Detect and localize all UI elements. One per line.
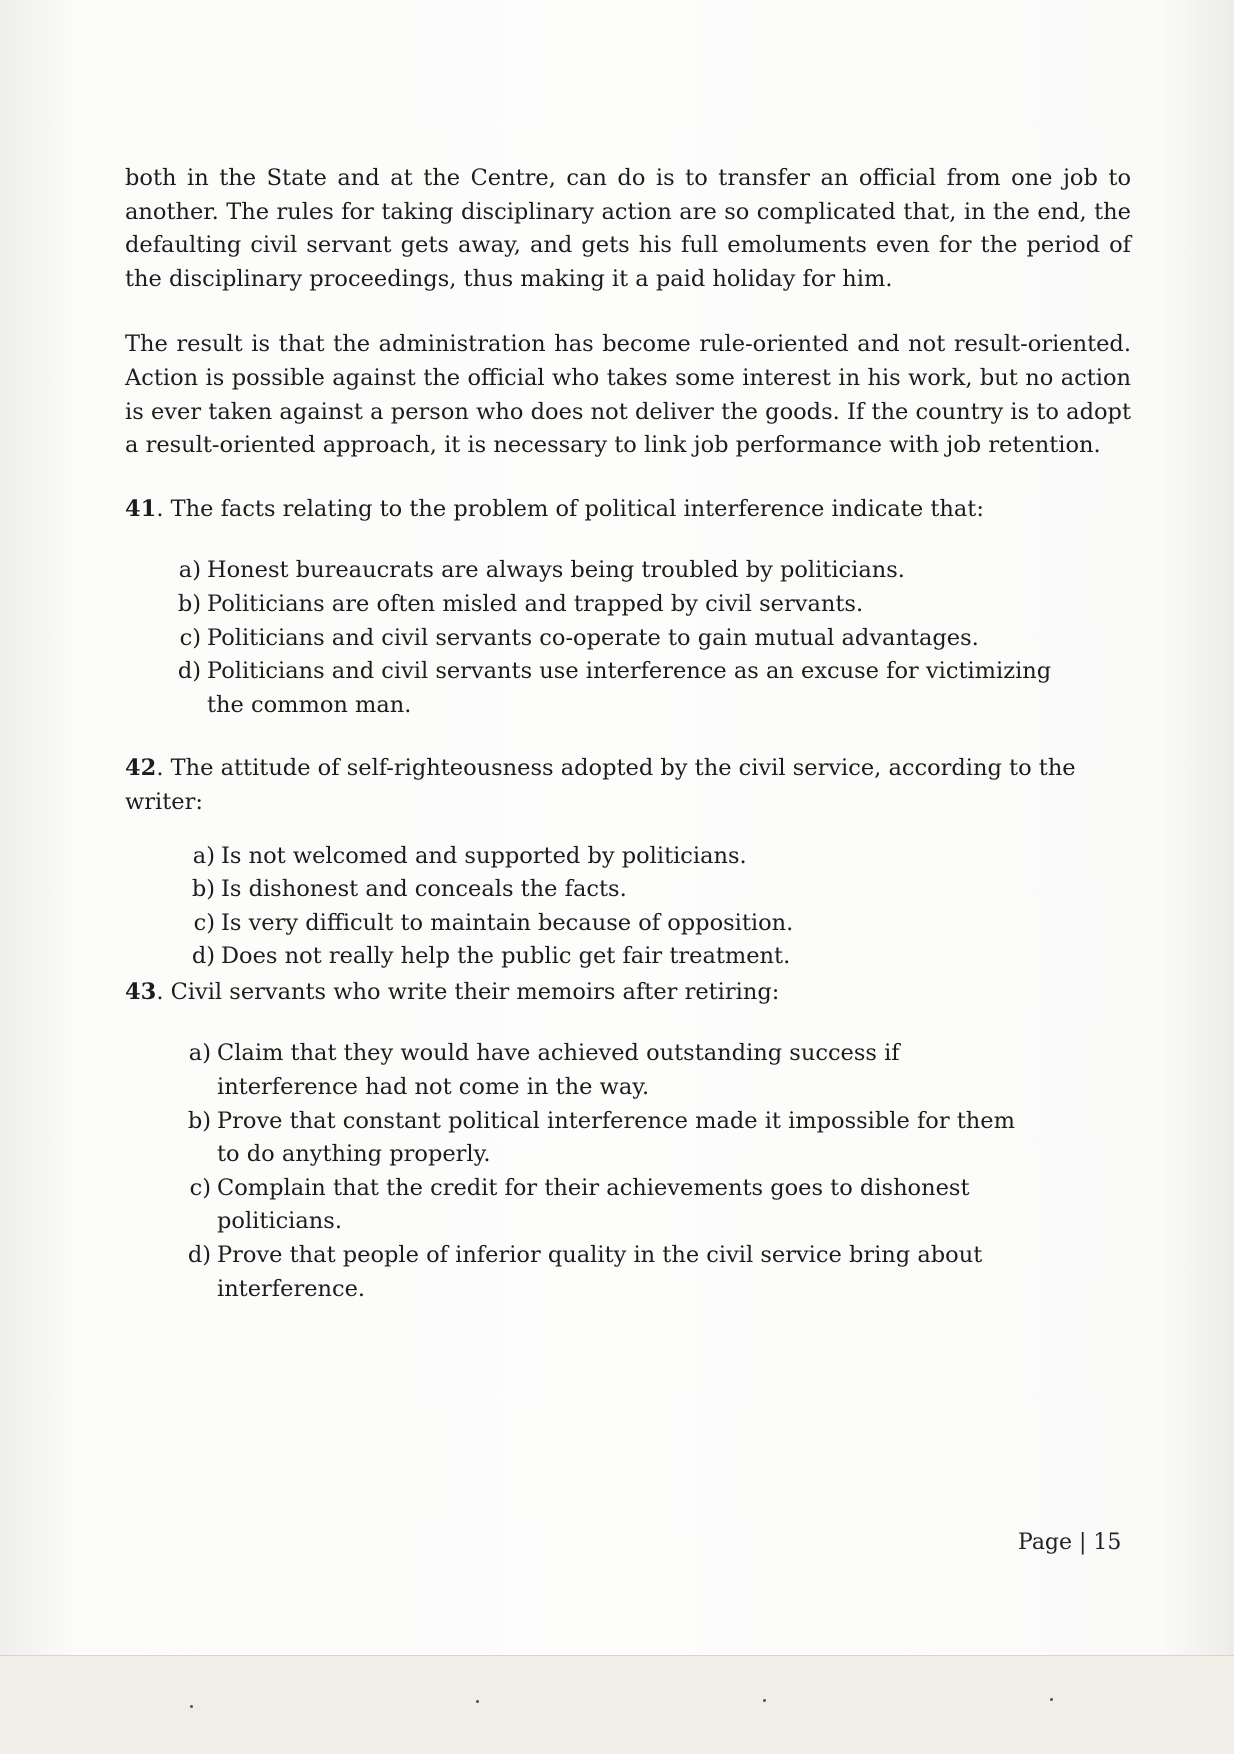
option-label: b) xyxy=(187,1107,211,1134)
option-text: Does not really help the public get fair treatment. xyxy=(221,943,791,970)
passage-paragraph: The result is that the administration has become rule-oriented and not result-oriented. Action is possible against the official who takes some interest in his work, but no action is ever taken against a person who does not deliver the goods. If the country is to adopt a result-oriented approach, it is necessary to link job performance with job retention. xyxy=(125,331,1131,459)
question-number: 41 xyxy=(125,495,157,522)
question-text: . Civil servants who write their memoirs after retiring: xyxy=(156,978,780,1005)
option-label: c) xyxy=(179,624,201,651)
option-label: d) xyxy=(191,943,215,970)
option-a xyxy=(183,1037,1017,1104)
question-number: 43 xyxy=(125,978,157,1005)
option-text: Politicians and civil servants co-operate to gain mutual advantages. xyxy=(207,624,979,651)
option-list xyxy=(183,1037,1017,1306)
option-text: Is dishonest and conceals the facts. xyxy=(221,876,627,903)
option-text: Prove that constant political interference made it impossible for them to do anything properly. xyxy=(217,1107,1015,1168)
option-label: a) xyxy=(188,1040,211,1067)
question-number: 42 xyxy=(125,755,157,782)
option-d xyxy=(187,940,1067,974)
option-text: Is not welcomed and supported by politicians. xyxy=(221,842,747,869)
question-42 xyxy=(125,752,1131,974)
option-c xyxy=(187,907,1067,941)
option-text: Honest bureaucrats are always being troubled by politicians. xyxy=(207,557,905,584)
option-label: b) xyxy=(177,590,201,617)
option-b xyxy=(183,1105,1017,1172)
option-label: a) xyxy=(192,842,215,869)
option-text: Prove that people of inferior quality in the civil service bring about interference. xyxy=(217,1242,983,1302)
question-text: . The facts relating to the problem of political interference indicate that: xyxy=(156,495,984,522)
option-text: Politicians and civil servants use interference as an excuse for victimizing the common man. xyxy=(207,658,1052,718)
option-label: a) xyxy=(178,557,201,584)
question-43 xyxy=(125,976,1131,1306)
option-label: c) xyxy=(189,1174,211,1201)
option-label: d) xyxy=(177,658,201,685)
option-c xyxy=(183,1172,1017,1239)
option-d xyxy=(173,655,1079,722)
question-stem xyxy=(125,976,1131,1010)
option-text: Politicians are often misled and trapped by civil servants. xyxy=(207,590,864,617)
scan-speck xyxy=(476,1700,479,1703)
scan-speck xyxy=(763,1699,766,1702)
option-a xyxy=(173,554,1079,588)
option-label: d) xyxy=(187,1242,211,1269)
scan-speck xyxy=(1050,1698,1053,1701)
question-41 xyxy=(125,493,1131,723)
question-stem xyxy=(125,752,1131,819)
option-list xyxy=(187,840,1067,974)
option-text: Claim that they would have achieved outstanding success if interference had not come in the way. xyxy=(217,1040,900,1101)
passage-paragraph: both in the State and at the Centre, can do is to transfer an official from one job to another. The rules for taking disciplinary action are so complicated that, in the end, the defaulting civil servant gets away, and gets his full emoluments even for the period of the disciplinary proceedings, thus making it a paid holiday for him. xyxy=(125,165,1131,292)
scan-speck xyxy=(190,1705,193,1708)
document-body xyxy=(125,162,1131,1306)
option-text: Is very difficult to maintain because of opposition. xyxy=(221,909,794,936)
option-label: b) xyxy=(191,876,215,903)
option-list xyxy=(173,554,1079,722)
option-d xyxy=(183,1239,1017,1306)
question-stem xyxy=(125,493,1131,527)
scan-bottom-strip xyxy=(0,1655,1234,1754)
page-number: Page | 15 xyxy=(1018,1530,1122,1555)
option-b xyxy=(173,588,1079,622)
option-a xyxy=(187,840,1067,874)
question-text: . The attitude of self-righteousness adopted by the civil service, according to the writer: xyxy=(125,755,1076,815)
option-b xyxy=(187,873,1067,907)
option-label: c) xyxy=(193,909,215,936)
option-c xyxy=(173,622,1079,656)
option-text: Complain that the credit for their achievements goes to dishonest politicians. xyxy=(217,1174,970,1235)
